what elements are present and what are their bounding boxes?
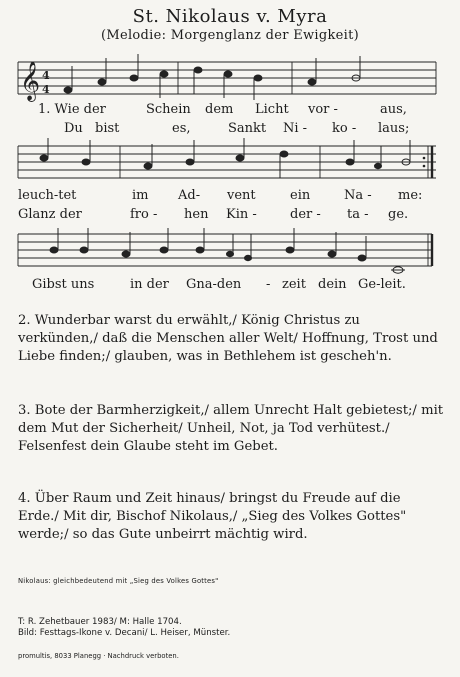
svg-text:4: 4: [42, 69, 50, 82]
lyric-line-2b: [0, 207, 460, 224]
lyric-syllable: Ni -: [283, 121, 308, 136]
lyric-syllable: Glanz der: [18, 207, 82, 222]
credit-line: Bild: Festtags-Ikone v. Decani/ L. Heiser, Münster.: [18, 628, 231, 638]
lyric-syllable: Sankt: [228, 121, 267, 136]
lyric-syllable: Ge-leit.: [358, 277, 406, 292]
lyric-syllable: in der: [130, 277, 169, 292]
svg-text:𝄞: 𝄞: [20, 61, 41, 101]
lyric-syllable: aus,: [380, 102, 407, 117]
lyric-syllable: Kin -: [226, 207, 257, 222]
svg-text:4: 4: [42, 83, 50, 96]
lyric-syllable: vent: [227, 188, 256, 203]
lyric-syllable: Na -: [344, 188, 372, 203]
credits: [18, 617, 230, 639]
lyric-syllable: Du: [64, 121, 83, 136]
lyric-syllable: laus;: [378, 121, 410, 136]
lyric-syllable: im: [132, 188, 149, 203]
verse-4: 4. Über Raum und Zeit hinaus/ bringst du Freude auf die Erde./ Mit dir, Bischof Nikolaus,/ „Sieg des Volkes Gottes" werde;/ so das Gute unbeirrt mächtig wird.: [18, 491, 407, 542]
melody-note: (Melodie: Morgenglanz der Ewigkeit): [100, 28, 360, 43]
publisher-note: promultis, 8033 Planegg · Nachdruck verboten.: [18, 652, 179, 660]
lyric-syllable: Licht: [255, 102, 289, 117]
lyric-syllable: dein: [318, 277, 347, 292]
lyric-syllable: der -: [290, 207, 321, 222]
lyric-syllable: Gibst uns: [32, 277, 95, 292]
verse-2: 2. Wunderbar warst du erwählt,/ König Christus zu verkünden,/ daß die Menschen aller Welt/ Hoffnung, Trost und Liebe finden;/ glauben, was in Bethlehem ist gescheh'n.: [18, 313, 438, 364]
lyric-line-1a: [0, 102, 460, 119]
lyric-syllable: dem: [205, 102, 234, 117]
lyric-syllable: me:: [398, 188, 423, 203]
lyric-syllable: -: [266, 277, 271, 292]
song-title: St. Nikolaus v. Myra: [132, 6, 328, 27]
credit-line: T: R. Zehetbauer 1983/ M: Halle 1704.: [18, 617, 182, 627]
lyric-syllable: es,: [172, 121, 191, 136]
lyric-syllable: ein: [290, 188, 311, 203]
music-staff-1: [14, 52, 440, 102]
lyric-line-2a: [0, 188, 460, 205]
verse-3: 3. Bote der Barmherzigkeit,/ allem Unrecht Halt gebietest;/ mit dem Mut der Sicherheit/ Unheil, Not, ja Tod verhütest./ Felsenfest dein Glaube steht im Gebet.: [18, 403, 444, 454]
lyric-syllable: Schein: [146, 102, 191, 117]
lyric-syllable: fro -: [130, 207, 158, 222]
lyric-syllable: ko -: [332, 121, 357, 136]
lyric-line-1b: [0, 121, 460, 138]
lyric-syllable: ge.: [388, 207, 409, 222]
lyric-syllable: leuch-tet: [18, 188, 77, 203]
lyric-syllable: bist: [95, 121, 120, 136]
music-staff-3: [14, 226, 440, 274]
lyric-syllable: Ad-: [178, 188, 201, 203]
lyric-syllable: zeit: [282, 277, 306, 292]
footnote: Nikolaus: gleichbedeutend mit „Sieg des Volkes Gottes": [18, 577, 219, 585]
lyric-syllable: 1. Wie der: [38, 102, 106, 117]
music-staff-2: [14, 138, 440, 186]
lyric-syllable: vor -: [308, 102, 338, 117]
lyric-syllable: ta -: [347, 207, 369, 222]
lyric-syllable: Gna-den: [186, 277, 242, 292]
lyric-syllable: hen: [184, 207, 209, 222]
lyric-line-3: [0, 277, 460, 294]
